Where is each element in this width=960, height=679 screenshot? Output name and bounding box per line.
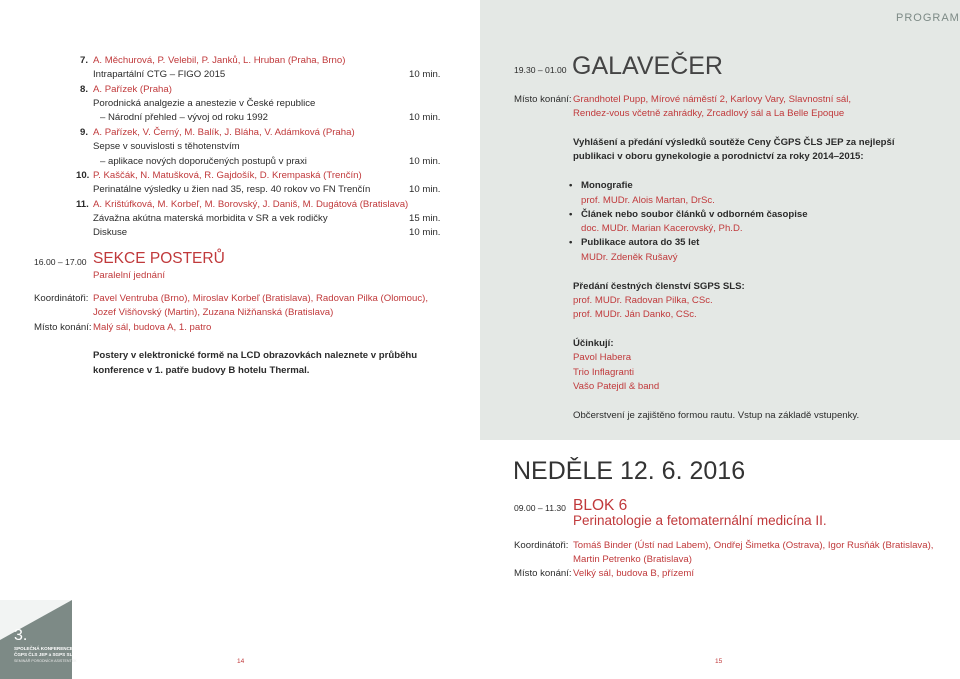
logo-line: ČGPS ČLS JEP a SGPS SLS (14, 652, 76, 657)
talk-duration: 10 min. (409, 69, 441, 80)
talk-title: – Národní přehled – vývoj od roku 1992 (100, 112, 268, 123)
block-venue-label: Místo konání: (514, 568, 572, 579)
talk-number: 8. (80, 84, 89, 95)
block-time: 09.00 – 11.30 (514, 503, 566, 513)
talk-title: Intrapartální CTG – FIGO 2015 (93, 69, 226, 80)
session-subtitle: Paralelní jednání (93, 270, 166, 281)
block-title: BLOK 6 (573, 497, 628, 514)
talk-number: 11. (76, 199, 89, 210)
performer: Vašo Patejdl & band (573, 381, 660, 392)
performers-label: Účinkují: (573, 338, 614, 349)
talk-duration: 15 min. (409, 213, 441, 224)
talk-number: 9. (80, 127, 89, 138)
talk-title: Závažna akútna materská morbidita v SR a vek rodičky (93, 213, 328, 224)
logo-line: SEMINÁŘ PORODNÍCH ASISTENTEK (14, 659, 77, 663)
refreshment-note: Občerstvení je zajištěno formou rautu. Vstup na základě vstupenky. (573, 410, 860, 421)
program-label: PROGRAM (896, 12, 960, 24)
page-number-left: 14 (237, 658, 245, 665)
talk-title: – aplikace nových doporučených postupů v praxi (100, 156, 307, 167)
talk-title: Perinatálne výsledky u žien nad 35, resp. 40 rokov vo FN Trenčín (93, 184, 371, 195)
honorary-label: Předání čestných členství SGPS SLS: (573, 281, 745, 292)
honorary-member: prof. MUDr. Radovan Pilka, CSc. (573, 295, 713, 306)
logo-number: 3. (14, 627, 28, 644)
talk-authors: A. Pařízek, V. Černý, M. Balík, J. Bláha, V. Adámková (Praha) (93, 127, 355, 138)
award-winner: doc. MUDr. Marian Kacerovský, Ph.D. (581, 223, 743, 234)
performer: Trio Inflagranti (573, 367, 634, 378)
award-announcement: publikaci v oboru gynekologie a porodnictví za roky 2014–2015: (573, 151, 864, 162)
gala-venue-label: Místo konání: (514, 94, 572, 105)
talk-title: Porodnická analgezie a anestezie v České republice (93, 98, 316, 109)
block-coordinators: Martin Petrenko (Bratislava) (573, 554, 692, 565)
award-category: • Článek nebo soubor článků v odborném časopise (581, 209, 808, 220)
talk-authors: A. Pařízek (Praha) (93, 84, 172, 95)
block-venue: Velký sál, budova B, přízemí (573, 568, 695, 579)
session-title: SEKCE POSTERŮ (93, 250, 225, 267)
day-title: NEDĚLE 12. 6. 2016 (513, 457, 746, 485)
award-winner: prof. MUDr. Alois Martan, DrSc. (581, 195, 715, 206)
talk-duration: 10 min. (409, 112, 441, 123)
performer: Pavol Habera (573, 352, 632, 363)
coordinators-label: Koordinátoři: (34, 293, 89, 304)
block-coordinators-label: Koordinátoři: (514, 540, 569, 551)
talk-authors: A. Měchurová, P. Velebil, P. Janků, L. Hruban (Praha, Brno) (93, 55, 346, 66)
talk-authors: P. Kaščák, N. Matušková, R. Gajdošík, D. Krempaská (Trenčín) (93, 170, 362, 181)
honorary-member: prof. MUDr. Ján Danko, CSc. (573, 309, 697, 320)
award-winner: MUDr. Zdeněk Rušavý (581, 252, 678, 263)
gala-time: 19.30 – 01.00 (514, 65, 567, 75)
logo-line: SPOLEČNÁ KONFERENCE (14, 646, 73, 651)
logo-triangle-shape (0, 600, 72, 679)
poster-note: konference v 1. patře budovy B hotelu Thermal. (93, 365, 310, 376)
gala-venue: Rendez-vous včetně zahrádky, Zrcadlový sál a La Belle Epoque (573, 108, 845, 119)
talk-duration: 10 min. (409, 156, 441, 167)
award-category: • Monografie (581, 180, 633, 191)
talk-duration: 10 min. (409, 184, 441, 195)
venue-value: Malý sál, budova A, 1. patro (93, 322, 212, 333)
coordinators-list: Pavel Ventruba (Brno), Miroslav Korbeľ (Bratislava), Radovan Pilka (Olomouc), (93, 293, 428, 304)
talk-title: Sepse v souvislosti s těhotenstvím (93, 141, 240, 152)
block-coordinators: Tomáš Binder (Ústí nad Labem), Ondřej Šimetka (Ostrava), Igor Rusňák (Bratislava), (573, 540, 934, 551)
award-announcement: Vyhlášení a předání výsledků soutěže Ceny ČGPS ČLS JEP za nejlepší (573, 137, 895, 148)
gala-title: GALAVEČER (572, 52, 723, 80)
poster-note: Postery v elektronické formě na LCD obrazovkách naleznete v průběhu (93, 350, 418, 361)
discussion-label: Diskuse (93, 227, 128, 238)
block-subtitle: Perinatologie a fetomaternální medicína II. (573, 513, 827, 528)
talk-authors: A. Krištúfková, M. Korbeľ, M. Borovský, J. Daniš, M. Dugátová (Bratislava) (93, 199, 409, 210)
conference-logo (0, 600, 77, 679)
talk-number: 10. (76, 170, 90, 181)
coordinators-list: Jozef Višňovský (Martin), Zuzana Nižňanská (Bratislava) (93, 307, 334, 318)
page-number-right: 15 (715, 658, 723, 665)
discussion-duration: 10 min. (409, 227, 441, 238)
venue-label: Místo konání: (34, 322, 92, 333)
gala-venue: Grandhotel Pupp, Mírové náměstí 2, Karlovy Vary, Slavnostní sál, (573, 94, 851, 105)
talk-number: 7. (80, 55, 89, 66)
session-time: 16.00 – 17.00 (34, 257, 87, 267)
award-category: • Publikace autora do 35 let (581, 237, 699, 248)
